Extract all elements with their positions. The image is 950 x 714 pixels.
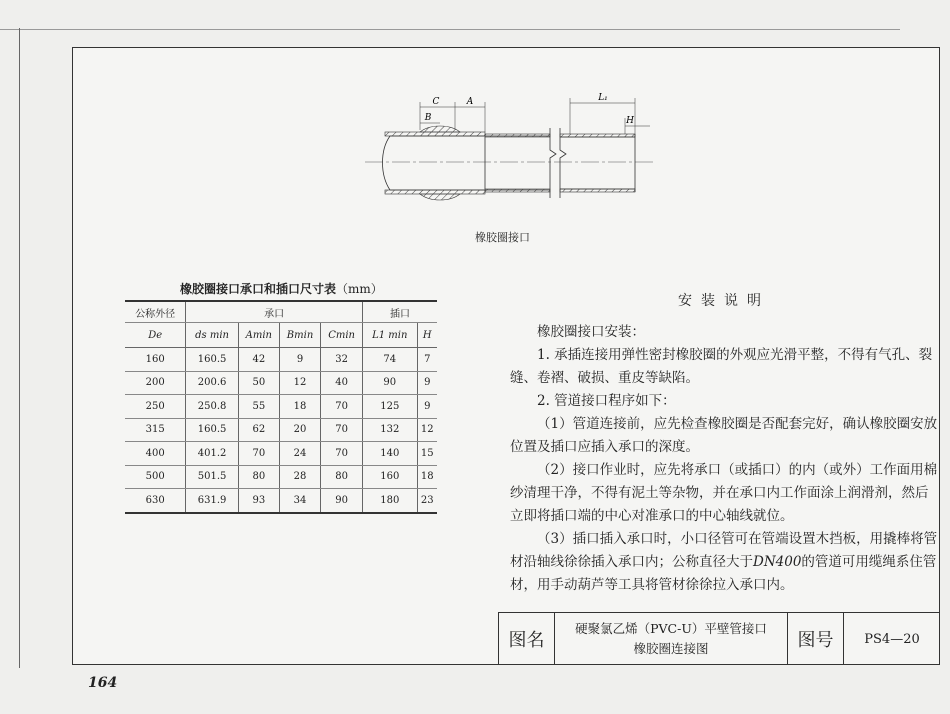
spigot-end-wall-top — [560, 134, 635, 137]
installation-notes — [510, 290, 938, 597]
cell: 74 — [362, 348, 417, 372]
cell: 125 — [362, 395, 417, 419]
cell: 401.2 — [186, 442, 238, 466]
header-b-min: Bmin — [279, 323, 320, 348]
cell: 20 — [279, 418, 320, 442]
cell: 40 — [321, 371, 363, 395]
notes-intro: 橡胶圈接口安装： — [537, 324, 645, 340]
cell: 90 — [321, 489, 363, 513]
pipe-end-curve — [383, 136, 391, 190]
cell: 501.5 — [186, 465, 238, 489]
cell: 200 — [125, 371, 186, 395]
header-de: De — [125, 323, 186, 348]
cell: 15 — [417, 442, 437, 466]
cell: 9 — [417, 395, 437, 419]
table-row — [125, 348, 437, 372]
label-H: H — [626, 116, 634, 126]
cell: 18 — [417, 465, 437, 489]
cell: 132 — [362, 418, 417, 442]
cell: 50 — [238, 371, 279, 395]
cell: 55 — [238, 395, 279, 419]
cell: 140 — [362, 442, 417, 466]
label-L1: L₁ — [598, 93, 608, 103]
title-name-label: 图名 — [499, 613, 555, 665]
title-block — [498, 612, 940, 665]
page-number: 164 — [88, 675, 118, 691]
left-margin-line — [19, 28, 20, 668]
notes-p5-start: （3）插口插入承口时，小口径管可在管端设置木挡板，用撬棒将管材沿轴线徐徐插入承口内；公称直径大于 — [510, 531, 938, 570]
table-row — [125, 442, 437, 466]
notes-paragraph: 2. 管道接口程序如下： — [537, 393, 676, 409]
notes-p5-dn: DN400 — [753, 554, 802, 570]
notes-title: 安装说明 — [678, 293, 770, 309]
socket-wall-top — [385, 132, 485, 136]
table-row — [125, 489, 437, 513]
cell: 28 — [279, 465, 320, 489]
cell: 160.5 — [186, 348, 238, 372]
socket-wall-bottom — [385, 190, 485, 194]
cell: 630 — [125, 489, 186, 513]
title-name-line1: 硬聚氯乙烯（PVC-U）平壁管接口 — [575, 621, 767, 636]
cell: 62 — [238, 418, 279, 442]
cell: 7 — [417, 348, 437, 372]
table-unit: （mm） — [336, 282, 383, 296]
notes-paragraph: 1. 承插连接用弹性密封橡胶圈的外观应光滑平整，不得有气孔、裂缝、卷褶、破损、重皮等缺陷。 — [510, 347, 933, 386]
spigot-wall-top — [485, 134, 550, 137]
pipe-joint-drawing — [360, 90, 660, 215]
header-nominal-od: 公称外径 — [125, 301, 186, 323]
header-ds-min: ds min — [186, 323, 238, 348]
cell: 80 — [321, 465, 363, 489]
cell: 160 — [125, 348, 186, 372]
label-A: A — [466, 97, 474, 107]
drawing-caption: 橡胶圈接口 — [475, 231, 530, 244]
header-l1-min: L1 min — [362, 323, 417, 348]
cell: 9 — [417, 371, 437, 395]
break-mark-left — [550, 128, 556, 198]
cell: 12 — [279, 371, 320, 395]
title-number-label: 图号 — [788, 613, 844, 665]
table-title-text: 橡胶圈接口承口和插口尺寸表 — [180, 282, 337, 296]
rubber-ring-top — [420, 126, 460, 132]
header-a-min: Amin — [238, 323, 279, 348]
header-c-min: Cmin — [321, 323, 363, 348]
header-socket: 承口 — [186, 301, 363, 323]
table-row — [125, 465, 437, 489]
table-row — [125, 371, 437, 395]
top-margin-line — [0, 29, 900, 30]
cell: 400 — [125, 442, 186, 466]
cell: 42 — [238, 348, 279, 372]
cell: 70 — [321, 395, 363, 419]
spigot-end-wall-bottom — [560, 189, 635, 192]
cell: 160 — [362, 465, 417, 489]
notes-paragraph: （2）接口作业时，应先将承口（或插口）的内（或外）工作面用棉纱清理干净，不得有泥土等杂物，并在承口内工作面涂上润滑剂，然后立即将插口端的中心对准承口的中心轴线就位。 — [510, 462, 938, 524]
header-spigot: 插口 — [362, 301, 437, 323]
cell: 70 — [238, 442, 279, 466]
cell: 9 — [279, 348, 320, 372]
cell: 32 — [321, 348, 363, 372]
cell: 93 — [238, 489, 279, 513]
label-B: B — [424, 113, 432, 123]
notes-paragraph — [510, 528, 938, 597]
title-name-line2: 橡胶圈连接图 — [633, 641, 709, 656]
label-C: C — [432, 97, 440, 107]
title-number: PS4—20 — [864, 631, 920, 647]
cell: 34 — [279, 489, 320, 513]
cell: 315 — [125, 418, 186, 442]
table-row — [125, 395, 437, 419]
cell: 70 — [321, 442, 363, 466]
cell: 631.9 — [186, 489, 238, 513]
cell: 23 — [417, 489, 437, 513]
cell: 250 — [125, 395, 186, 419]
notes-paragraph: （1）管道连接前，应先检查橡胶圈是否配套完好，确认橡胶圈安放位置及插口应插入承口的深度。 — [510, 416, 938, 455]
break-mark-right — [560, 128, 566, 198]
rubber-ring-bottom — [420, 194, 460, 200]
notes-p5-end: 的管道可用缆绳系住管材，用手动葫芦等工具将管材徐徐拉入承口内。 — [510, 554, 937, 593]
cell: 70 — [321, 418, 363, 442]
cell: 180 — [362, 489, 417, 513]
cell: 200.6 — [186, 371, 238, 395]
cell: 18 — [279, 395, 320, 419]
cell: 160.5 — [186, 418, 238, 442]
table-row — [125, 418, 437, 442]
cell: 250.8 — [186, 395, 238, 419]
cell: 24 — [279, 442, 320, 466]
dimension-table — [125, 300, 437, 514]
header-h: H — [417, 323, 437, 348]
cell: 500 — [125, 465, 186, 489]
cell: 90 — [362, 371, 417, 395]
table-title — [180, 280, 383, 297]
title-name — [555, 613, 788, 665]
cell: 80 — [238, 465, 279, 489]
cell: 12 — [417, 418, 437, 442]
spigot-wall-bottom — [485, 189, 550, 192]
